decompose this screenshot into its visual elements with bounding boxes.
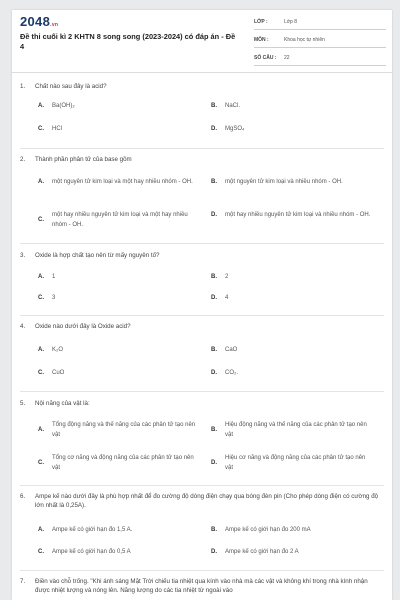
divider	[20, 243, 384, 244]
option-letter: B.	[211, 347, 217, 353]
option-6d[interactable]	[211, 547, 375, 557]
option-text: Ampe kế có giới hạn đo 1,5 A.	[52, 527, 133, 533]
option-1b[interactable]	[211, 101, 375, 111]
site-logo[interactable]	[20, 14, 58, 29]
option-5a[interactable]	[38, 420, 202, 440]
option-text: Ampe kế có giới hạn đo 2 A	[225, 549, 299, 555]
option-text: MgSO₄	[225, 126, 245, 132]
question-text: Chất nào sau đây là acid?	[35, 83, 107, 90]
option-3b[interactable]	[211, 272, 375, 282]
option-text: 2	[225, 274, 229, 280]
option-2b[interactable]	[211, 177, 375, 187]
option-6a[interactable]	[38, 525, 202, 535]
question-number: 6.	[20, 493, 26, 500]
meta-label: SỐ CÂU :	[254, 55, 277, 61]
meta-row-subject	[254, 33, 386, 48]
option-text: Tổng cơ năng và động năng của các phân tử tạo nên vật	[52, 455, 194, 471]
question-text: Oxide nào dưới đây là Oxide acid?	[35, 323, 131, 330]
divider	[20, 315, 384, 316]
option-letter: B.	[211, 274, 217, 280]
question-1	[20, 82, 384, 91]
option-letter: C.	[38, 295, 44, 301]
question-number: 7.	[20, 578, 26, 585]
option-text: 4	[225, 295, 229, 301]
question-6	[20, 492, 384, 510]
option-text: NaCl.	[225, 103, 241, 109]
question-4	[20, 322, 384, 331]
option-text: HCl	[52, 126, 62, 132]
option-text: Ampe kế có giới hạn đo 0,5 A	[52, 549, 131, 555]
option-2d[interactable]	[211, 210, 375, 220]
meta-value: 22	[284, 55, 290, 61]
option-2a[interactable]	[38, 177, 202, 187]
option-letter: C.	[38, 370, 44, 376]
option-text: Ampe kế có giới hạn đo 200 mA	[225, 527, 311, 533]
question-3	[20, 251, 384, 260]
option-letter: C.	[38, 126, 44, 132]
option-letter: D.	[211, 549, 217, 555]
option-letter: B.	[211, 179, 217, 185]
option-letter: A.	[38, 427, 44, 433]
option-text: một hay nhiều nguyên tử kim loại và nhiều nhóm - OH.	[225, 212, 371, 218]
logo-sub: .vn	[50, 22, 59, 28]
divider	[20, 485, 384, 486]
option-4b[interactable]	[211, 345, 375, 355]
option-5d[interactable]	[211, 453, 375, 473]
question-2	[20, 155, 384, 164]
question-number: 1.	[20, 83, 26, 90]
question-text: Oxide là hợp chất tạo nên từ mấy nguyên tố?	[35, 252, 160, 259]
question-number: 3.	[20, 252, 26, 259]
option-letter: D.	[211, 295, 217, 301]
question-5	[20, 399, 384, 408]
option-6c[interactable]	[38, 547, 202, 557]
meta-row-class	[254, 15, 386, 30]
option-3c[interactable]	[38, 293, 202, 303]
option-letter: A.	[38, 527, 44, 533]
exam-meta	[254, 15, 386, 69]
question-number: 2.	[20, 156, 26, 163]
divider	[20, 570, 384, 571]
option-1c[interactable]	[38, 124, 202, 134]
option-text: một hay nhiều nguyên tử kim loại và một hay nhiều nhóm - OH.	[52, 212, 188, 228]
question-number: 5.	[20, 400, 26, 407]
divider	[20, 148, 384, 149]
option-4a[interactable]	[38, 345, 202, 355]
option-2c[interactable]	[38, 210, 202, 230]
option-text: Hiệu cơ năng và động năng của các phân tử tạo nên vật	[225, 455, 366, 471]
option-3d[interactable]	[211, 293, 375, 303]
option-4d[interactable]	[211, 368, 375, 378]
logo-main: 2048	[20, 14, 51, 29]
option-1d[interactable]	[211, 124, 375, 134]
option-letter: A.	[38, 179, 44, 185]
question-text: Thành phần phân tử của base gồm	[35, 156, 132, 163]
option-letter: D.	[211, 126, 217, 132]
option-letter: D.	[211, 460, 217, 466]
option-letter: A.	[38, 347, 44, 353]
option-letter: D.	[211, 212, 217, 218]
option-letter: B.	[211, 427, 217, 433]
option-text: Tổng động năng và thế năng của các phân tử tạo nên vật	[52, 422, 196, 438]
question-text: Điền vào chỗ trống. "Khi ánh sáng Mặt Trời chiếu tia nhiệt qua kính vào nhà mà các vật và không khí trong nhà kính nhận được nhiệt lượng và nóng lên. Năng lượng do các tia nhiệt từ ngoài vào	[35, 578, 368, 594]
option-5b[interactable]	[211, 420, 375, 440]
option-letter: B.	[211, 103, 217, 109]
option-text: CaO	[225, 347, 238, 353]
option-text: một nguyên tử kim loại và một hay nhiều nhóm - OH.	[52, 179, 193, 185]
option-letter: B.	[211, 527, 217, 533]
option-letter: C.	[38, 549, 44, 555]
divider	[20, 391, 384, 392]
meta-label: LỚP :	[254, 19, 268, 25]
exam-title: Đề thi cuối kì 2 KHTN 8 song song (2023-2024) có đáp án - Đề 4	[20, 32, 236, 51]
option-letter: C.	[38, 217, 44, 223]
option-1a[interactable]	[38, 101, 202, 111]
option-text: một nguyên tử kim loại và nhiều nhóm - OH.	[225, 179, 343, 185]
option-letter: C.	[38, 460, 44, 466]
option-text: CO₂.	[225, 370, 238, 376]
question-7	[20, 577, 384, 595]
option-3a[interactable]	[38, 272, 202, 282]
question-text: Ampe kế nào dưới đây là phù hợp nhất để đo cường độ dòng điện chạy qua bóng đèn pin (Cho phép dòng điện có cường độ lớn nhất là 0,25A).	[35, 493, 379, 509]
option-6b[interactable]	[211, 525, 375, 535]
option-text: 1	[52, 274, 56, 280]
option-5c[interactable]	[38, 453, 202, 473]
option-letter: A.	[38, 103, 44, 109]
exam-header	[12, 10, 392, 73]
meta-row-count	[254, 51, 386, 66]
question-text: Nội năng của vật là:	[35, 400, 90, 407]
option-letter: D.	[211, 370, 217, 376]
option-text: Hiệu động năng và thế năng của các phân tử tạo nên vật	[225, 422, 367, 438]
exam-page	[12, 10, 392, 600]
meta-value: Lớp 8	[284, 19, 298, 25]
option-letter: A.	[38, 274, 44, 280]
option-text: 3	[52, 295, 56, 301]
option-text: CuO	[52, 370, 65, 376]
option-text: K₂O	[52, 347, 63, 353]
question-number: 4.	[20, 323, 26, 330]
option-text: Ba(OH)₂	[52, 103, 75, 109]
option-4c[interactable]	[38, 368, 202, 378]
meta-value: Khoa học tự nhiên	[284, 37, 325, 43]
meta-label: MÔN :	[254, 37, 269, 43]
